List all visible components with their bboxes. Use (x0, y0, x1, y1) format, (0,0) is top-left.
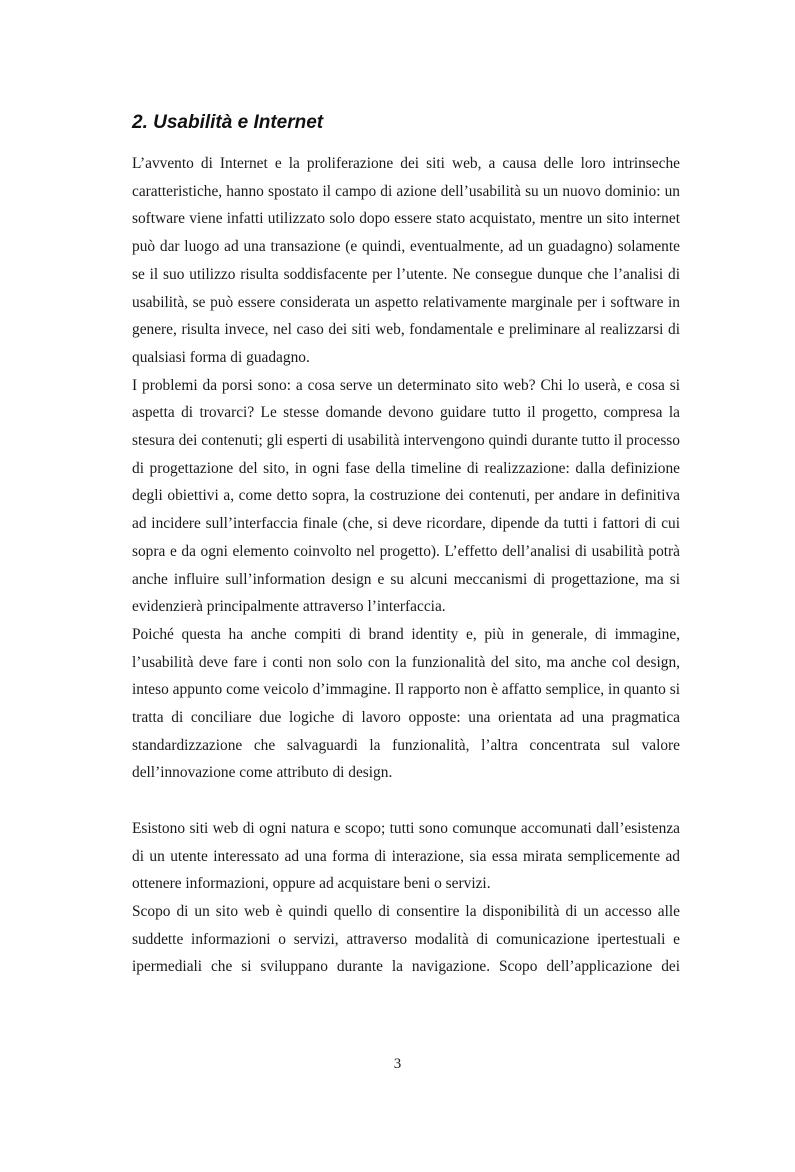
section-heading: 2. Usabilità e Internet (132, 112, 324, 133)
page-number: 3 (393, 1056, 402, 1072)
paragraph-design-questions: I problemi da porsi sono: a cosa serve un determinato sito web? Chi lo userà, e cosa si aspetta di trovarci? Le stesse domande devono guidare tutto il progetto, compresa la stesura dei contenuti; gli esperti di usabilità intervengono quindi durante tutto il processo di progettazione del sito, in ogni fase della timeline di realizzazione: dalla definizione degli obiettivi a, come detto sopra, la costruzione dei contenuti, per andare in definitiva ad incidere sull’interfaccia finale (che, si deve ricordare, dipende da tutti i fattori di cui sopra e da ogni elemento coinvolto nel progetto). L’effetto dell’analisi di usabilità potrà anche influire sull’information design e su alcuni meccanismi di progettazione, ma si evidenzierà principalmente attraverso l’interfaccia. (132, 376, 680, 616)
paragraph-usability-internet: L’avvento di Internet e la proliferazione dei siti web, a causa delle loro intrinseche caratteristiche, hanno spostato il campo di azione dell’usabilità su un nuovo dominio: un software viene infatti utilizzato solo dopo essere stato acquistato, mentre un sito internet può dar luogo ad una transazione (e quindi, eventualmente, ad un guadagno) solamente se il suo utilizzo risulta soddisfacente per l’utente. Ne consegue dunque che l’analisi di usabilità, se può essere considerata un aspetto relativamente marginale per i software in genere, risulta invece, nel caso dei siti web, fondamentale e preliminare al realizzarsi di qualsiasi forma di guadagno. (132, 155, 680, 366)
paragraph-brand-identity: Poiché questa ha anche compiti di brand identity e, più in generale, di immagine, l’usabilità deve fare i conti non solo con la funzionalità del sito, ma anche col design, inteso appunto come veicolo d’immagine. Il rapporto non è affatto semplice, in quanto si tratta di conciliare due logiche di lavoro opposte: una orientata ad una pragmatica standardizzazione che salvaguardi la funzionalità, l’altra concentrata sul valore dell’innovazione come attributo di design. (132, 625, 680, 782)
paragraph-site-purpose: Scopo di un sito web è quindi quello di consentire la disponibilità di un accesso alle suddette informazioni o servizi, attraverso modalità di comunicazione ipertestuali e ipermediali che si sviluppano durante la navigazione. Scopo dell’applicazione dei (132, 902, 680, 976)
paragraph-site-types: Esistono siti web di ogni natura e scopo; tutti sono comunque accomunati dall’esistenza di un utente interessato ad una forma di interazione, sia essa mirata semplicemente ad ottenere informazioni, oppure ad acquistare beni o servizi. (132, 819, 680, 893)
body-text (132, 150, 680, 981)
